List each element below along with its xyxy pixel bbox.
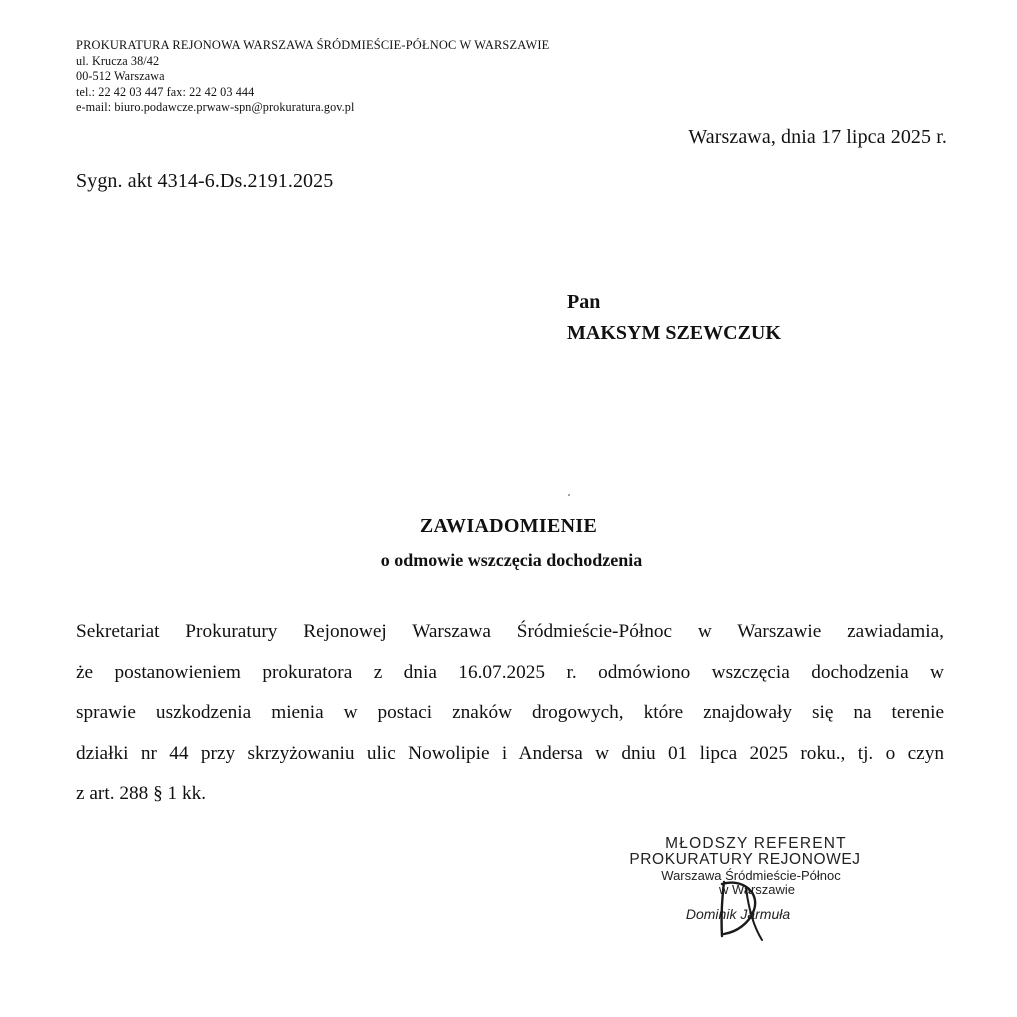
email-address: e-mail: biuro.podawcze.prwaw-spn@prokuratura.gov.pl: [76, 100, 355, 114]
body-line: działki nr 44 przy skrzyżowaniu ulic Nowolipie i Andersa w dniu 01 lipca 2025 roku., tj. o czyn: [76, 742, 944, 764]
body-line: że postanowieniem prokuratora z dnia 16.07.2025 r. odmówiono wszczęcia dochodzenia w: [76, 661, 944, 683]
body-line: z art. 288 § 1 kk.: [76, 783, 207, 804]
document-subtitle: o odmowie wszczęcia dochodzenia: [380, 550, 643, 570]
letterhead: [76, 38, 549, 116]
stamp-signatory-name: Dominik Jarmuła: [685, 906, 791, 922]
body-line: sprawie uszkodzenia mienia w postaci znaków drogowych, które znajdowały się na terenie: [76, 702, 944, 723]
document-title: ZAWIADOMIENIE: [419, 515, 598, 537]
address-street: ul. Krucza 38/42: [76, 53, 160, 68]
stamp-city: w Warszawie: [718, 882, 796, 897]
recipient-salutation: Pan: [567, 291, 601, 313]
phone-fax: tel.: 22 42 03 447 fax: 22 42 03 444: [76, 84, 255, 99]
organization-name: PROKURATURA REJONOWA WARSZAWA ŚRÓDMIEŚCIE-PÓŁNOC W WARSZAWIE: [76, 38, 550, 52]
scan-speck: [568, 494, 570, 496]
handwritten-signature: [702, 874, 782, 944]
address-city: 00-512 Warszawa: [76, 69, 165, 83]
body-line: Sekretariat Prokuratury Rejonowej Warszawa Śródmieście-Północ w Warszawie zawiadamia,: [76, 621, 944, 642]
stamp-district: Warszawa Śródmieście-Północ: [661, 868, 841, 883]
body-text: [76, 612, 944, 815]
stamp-position: MŁODSZY REFERENT: [665, 835, 847, 852]
recipient-name: MAKSYM SZEWCZUK: [567, 322, 781, 344]
stamp-office: PROKURATURY REJONOWEJ: [629, 851, 861, 868]
case-signature: Sygn. akt 4314-6.Ds.2191.2025: [76, 170, 334, 192]
date-line: Warszawa, dnia 17 lipca 2025 r.: [688, 126, 947, 148]
recipient-block: [567, 287, 781, 349]
